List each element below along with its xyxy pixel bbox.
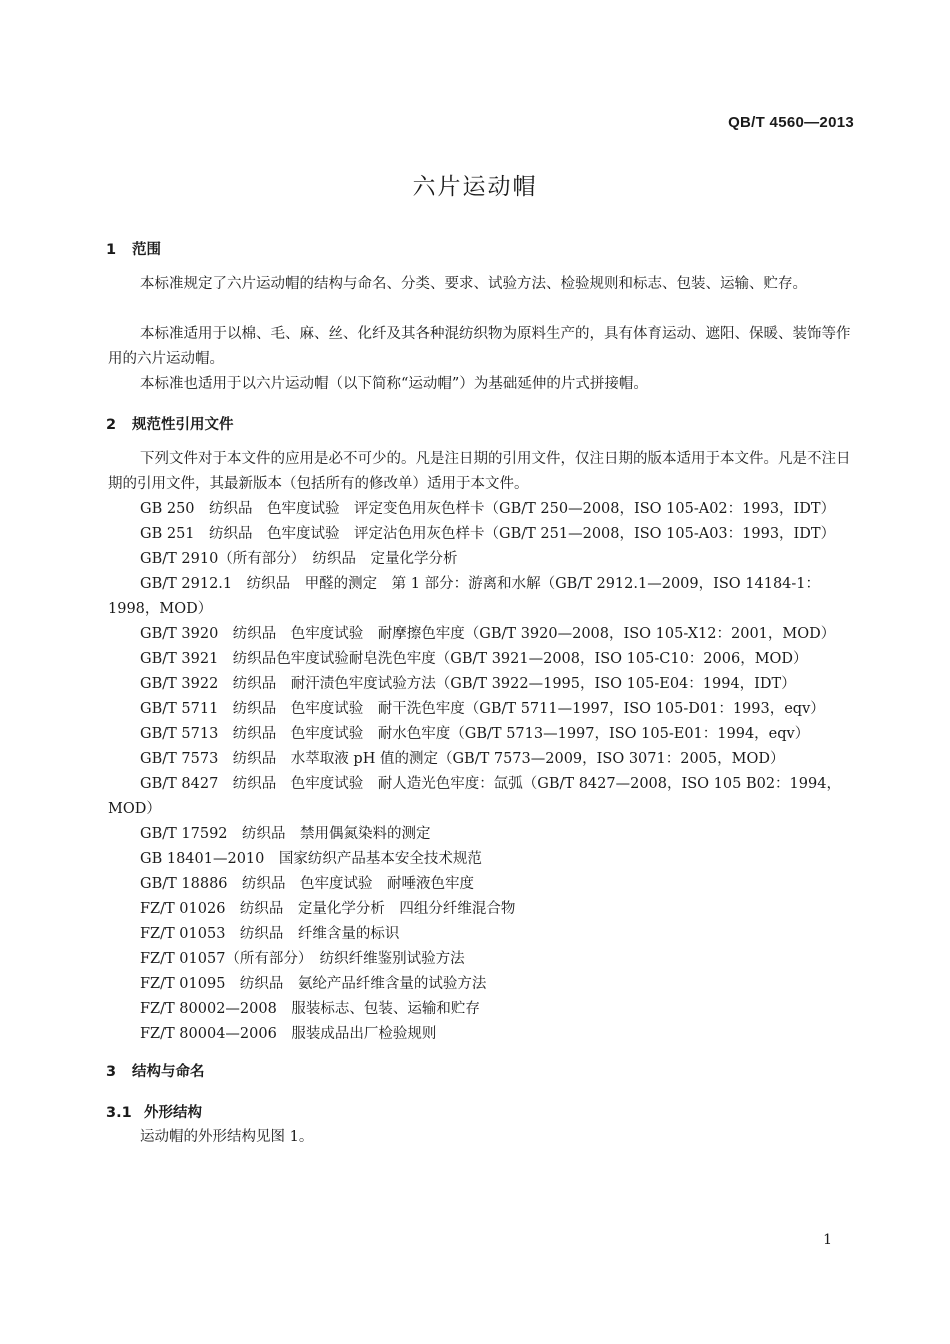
reference-item: FZ/T 01095 纺织品 氨纶产品纤维含量的试验方法 xyxy=(140,976,487,992)
reference-item: GB/T 3921 纺织品色牢度试验耐皂洗色牢度（GB/T 3921—2008，ISO 105-C10：2006，MOD） xyxy=(140,651,808,667)
reference-item: GB/T 5713 纺织品 色牢度试验 耐水色牢度（GB/T 5713—1997，ISO 105-E01：1994，eqv） xyxy=(140,726,810,742)
reference-item: GB 251 纺织品 色牢度试验 评定沾色用灰色样卡（GB/T 251—2008，ISO 105-A03：1993，IDT） xyxy=(140,526,836,542)
subsection-3-1-heading xyxy=(106,1101,202,1122)
reference-item: GB/T 2910（所有部分） 纺织品 定量化学分析 xyxy=(140,551,458,567)
section-number: 3 xyxy=(106,1064,117,1080)
section-2-heading xyxy=(106,413,234,434)
reference-item: GB/T 5711 纺织品 色牢度试验 耐干洗色牢度（GB/T 5711—1997，ISO 105-D01：1993，eqv） xyxy=(140,701,825,717)
reference-item: FZ/T 01026 纺织品 定量化学分析 四组分纤维混合物 xyxy=(140,901,516,917)
reference-item: GB/T 2912.1 纺织品 甲醛的测定 第 1 部分：游离和水解（GB/T 2912.1—2009，ISO 14184-1：1998，MOD） xyxy=(108,576,821,617)
reference-item: GB/T 8427 纺织品 色牢度试验 耐人造光色牢度：氙弧（GB/T 8427—2008，ISO 105 B02：1994，MOD） xyxy=(108,776,841,817)
reference-item: GB/T 3920 纺织品 色牢度试验 耐摩擦色牢度（GB/T 3920—2008，ISO 105-X12：2001，MOD） xyxy=(140,626,836,642)
section-3-heading xyxy=(106,1060,205,1081)
standard-code: QB/T 4560—2013 xyxy=(728,114,854,131)
reference-item: FZ/T 01057（所有部分） 纺织纤维鉴别试验方法 xyxy=(140,951,465,967)
subsection-title: 外形结构 xyxy=(144,1105,202,1121)
reference-item: GB/T 17592 纺织品 禁用偶氮染料的测定 xyxy=(140,826,431,842)
reference-item: GB/T 3922 纺织品 耐汗渍色牢度试验方法（GB/T 3922—1995，ISO 105-E04：1994，IDT） xyxy=(140,676,796,692)
reference-item: GB/T 7573 纺织品 水萃取液 pH 值的测定（GB/T 7573—2009，ISO 3071：2005，MOD） xyxy=(140,751,785,767)
paragraph: 本标准规定了六片运动帽的结构与命名、分类、要求、试验方法、检验规则和标志、包装、运输、贮存。 xyxy=(140,276,807,292)
reference-item: GB 250 纺织品 色牢度试验 评定变色用灰色样卡（GB/T 250—2008，ISO 105-A02：1993，IDT） xyxy=(140,501,836,517)
page-number: 1 xyxy=(823,1232,832,1248)
paragraph: 本标准适用于以棉、毛、麻、丝、化纤及其各种混纺织物为原料生产的，具有体育运动、遮阳、保暖、装饰等作用的六片运动帽。 xyxy=(108,326,851,367)
reference-item: FZ/T 80002—2008 服装标志、包装、运输和贮存 xyxy=(140,1001,480,1017)
section-1-heading xyxy=(106,238,161,259)
reference-item: FZ/T 80004—2006 服装成品出厂检验规则 xyxy=(140,1026,437,1042)
section-title: 范围 xyxy=(132,242,161,258)
section-number: 2 xyxy=(106,417,117,433)
paragraph: 运动帽的外形结构见图 1。 xyxy=(140,1129,314,1145)
section-number: 1 xyxy=(106,242,117,258)
section-title: 规范性引用文件 xyxy=(132,417,234,433)
paragraph: 下列文件对于本文件的应用是必不可少的。凡是注日期的引用文件，仅注日期的版本适用于本文件。凡是不注日期的引用文件，其最新版本（包括所有的修改单）适用于本文件。 xyxy=(108,451,851,492)
reference-item: GB/T 18886 纺织品 色牢度试验 耐唾液色牢度 xyxy=(140,876,475,892)
reference-item: GB 18401—2010 国家纺织产品基本安全技术规范 xyxy=(140,851,482,867)
subsection-number: 3.1 xyxy=(106,1105,132,1121)
paragraph: 本标准也适用于以六片运动帽（以下简称“运动帽”）为基础延伸的片式拼接帽。 xyxy=(140,376,648,392)
document-title: 六片运动帽 xyxy=(412,174,538,200)
reference-item: FZ/T 01053 纺织品 纤维含量的标识 xyxy=(140,926,400,942)
section-title: 结构与命名 xyxy=(132,1064,205,1080)
